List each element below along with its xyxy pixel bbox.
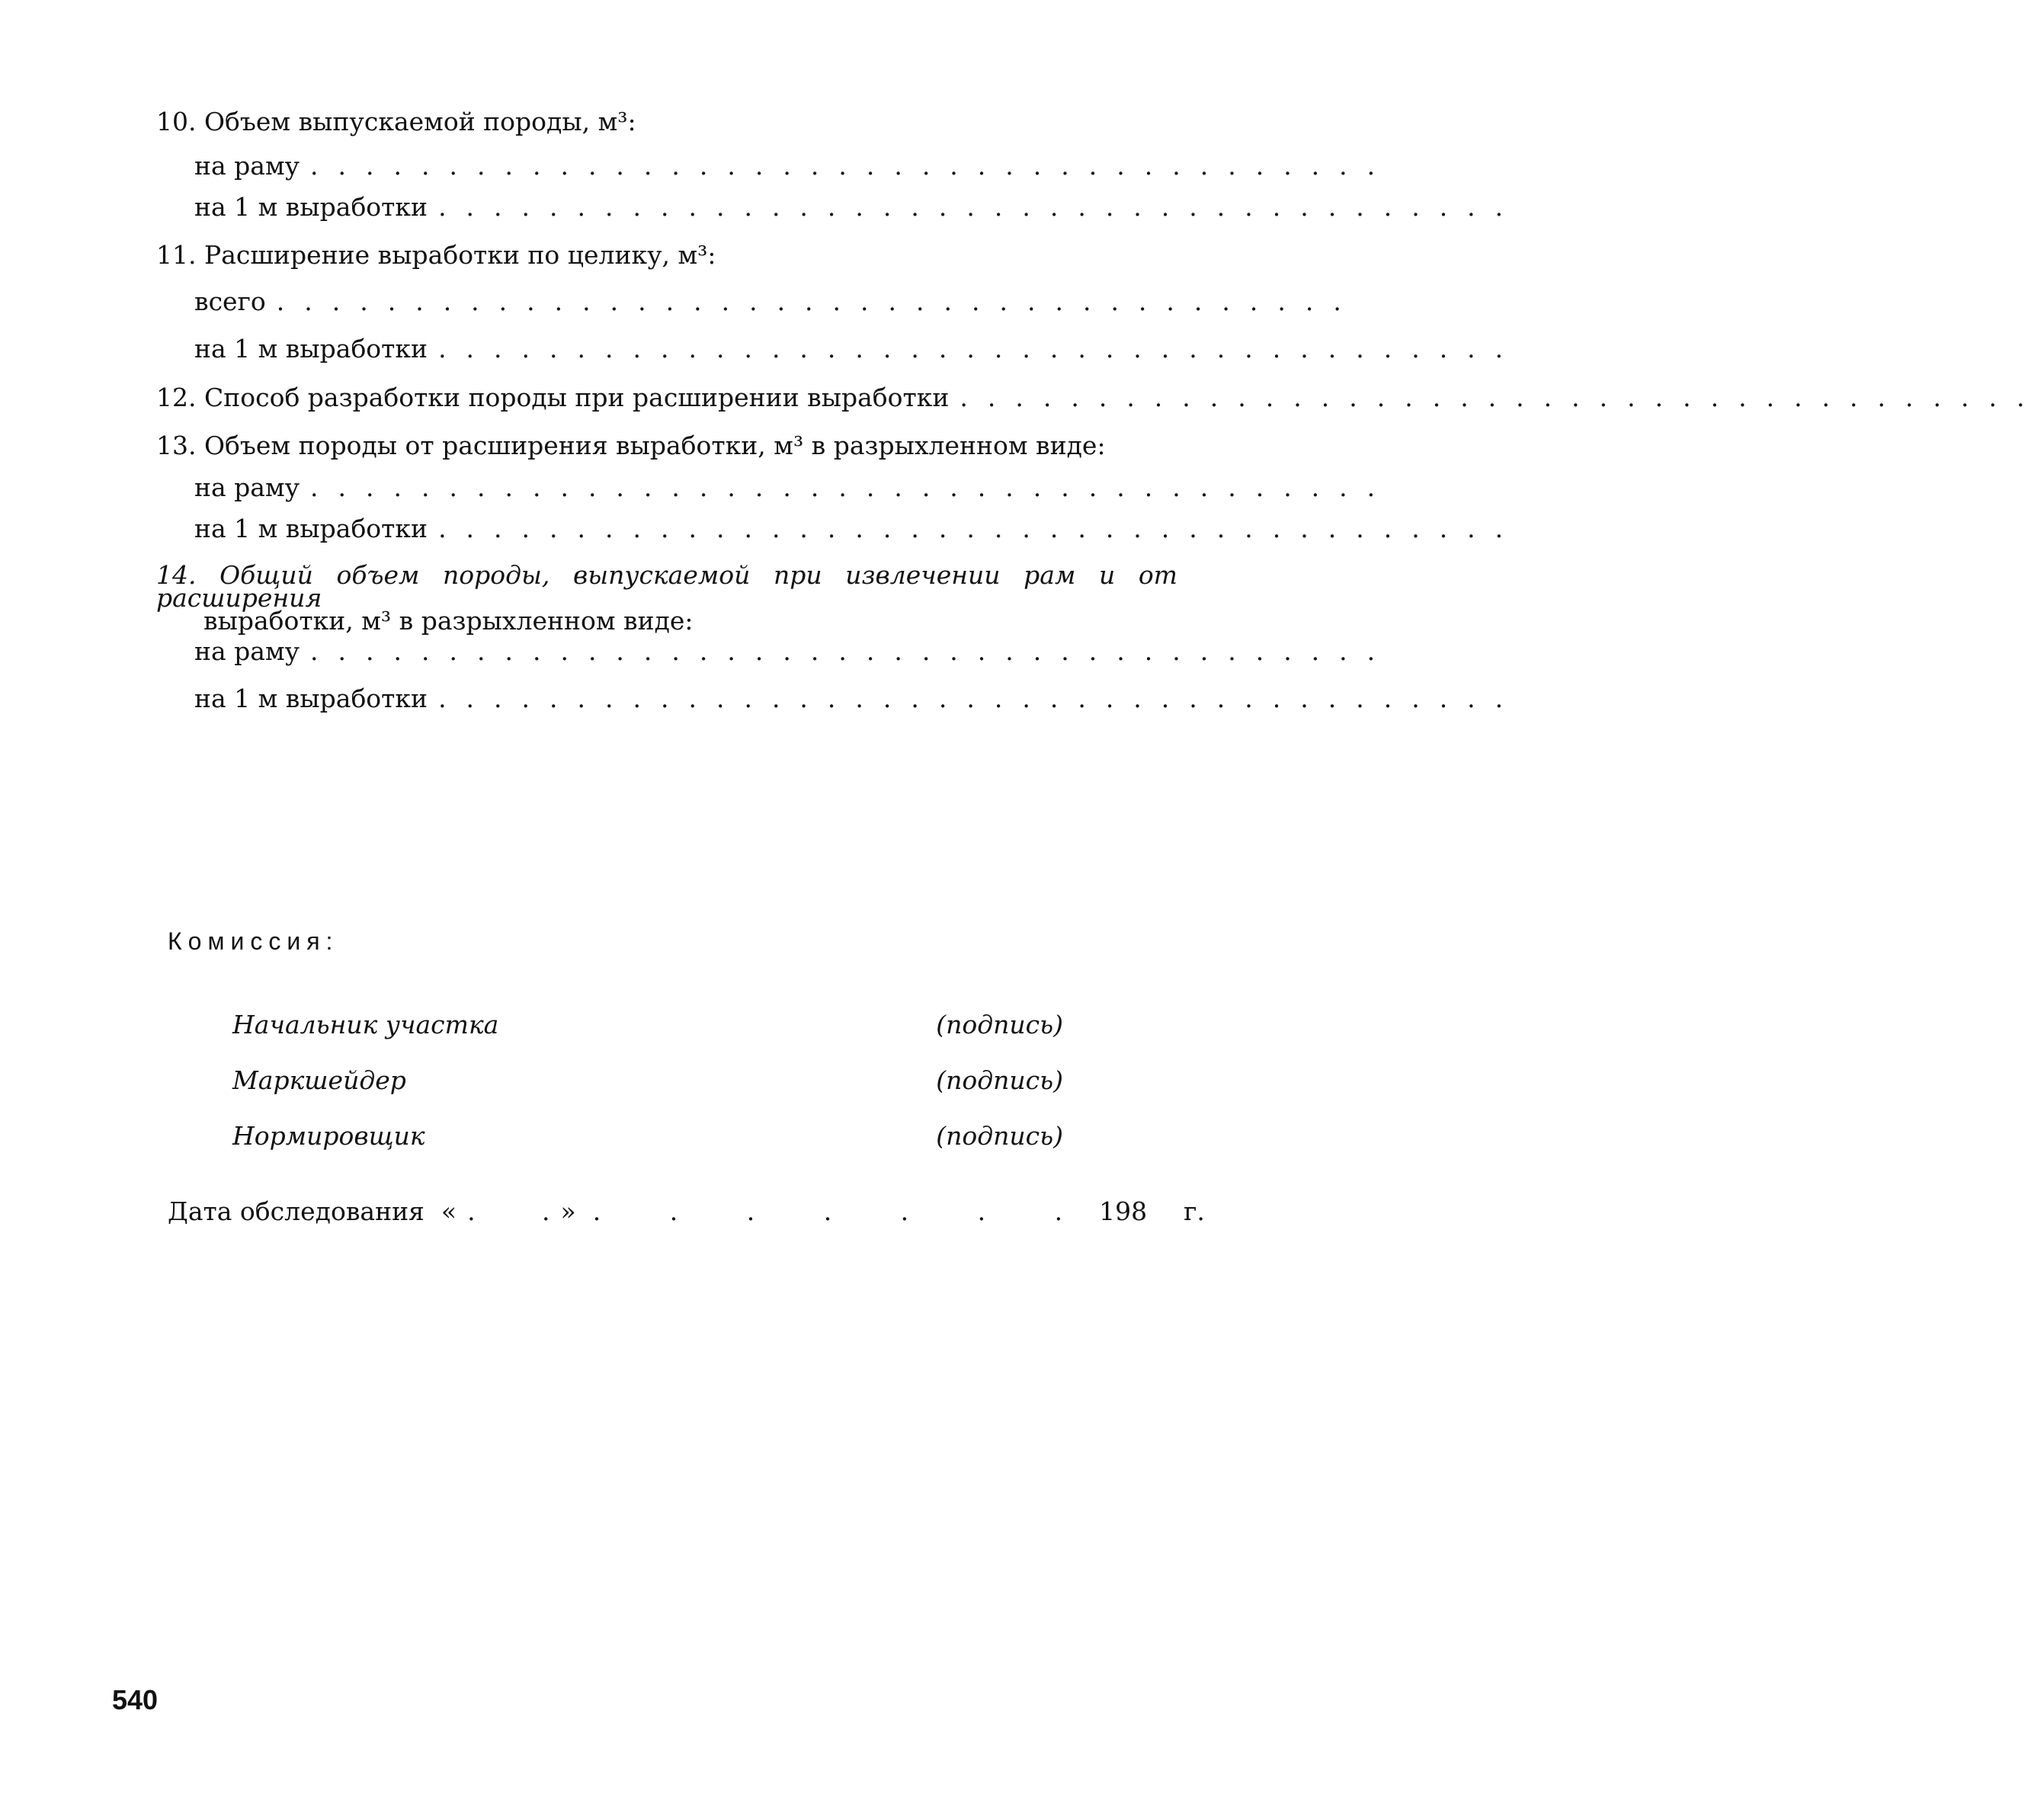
date-open-quote: « (441, 1196, 468, 1226)
item-13-line-frame: на раму ....................................... (194, 472, 1395, 502)
item-10-title: 10. Объем выпускаемой породы, м³: (156, 107, 636, 136)
item-13-line-meter: на 1 м выработки ....................................... (194, 514, 1523, 543)
item-14-line-frame: на раму ....................................... (194, 636, 1395, 666)
date-year: 198 (1099, 1196, 1148, 1226)
date-label: Дата обследования (168, 1196, 424, 1226)
item-12-title: 12. Способ разработки породы при расширении выработки ....................................... (156, 383, 2044, 412)
signature-role: Нормировщик (232, 1121, 425, 1151)
item-10-line-frame: на раму ....................................... (194, 151, 1395, 181)
signature-role: Маркшейдер (232, 1065, 406, 1095)
date-year-suffix: г. (1184, 1196, 1205, 1226)
signature-placeholder: (подпись) (936, 1010, 1063, 1039)
item-11-line-meter: на 1 м выработки ....................................... (194, 334, 1523, 364)
item-11-title: 11. Расширение выработки по целику, м³: (156, 240, 716, 270)
signature-role: Начальник участка (232, 1010, 499, 1039)
date-close-quote: » (560, 1196, 587, 1226)
signature-placeholder: (подпись) (936, 1121, 1063, 1151)
page-number: 540 (112, 1684, 159, 1715)
item-10-line-meter: на 1 м выработки ....................................... (194, 192, 1523, 222)
item-14-line-meter: на 1 м выработки ....................................... (194, 684, 1523, 713)
survey-date-line: Дата обследования « . . » . . . . . . . 198 г. (168, 1196, 1205, 1226)
item-11-line-total: всего ....................................... (194, 287, 1361, 316)
signature-placeholder: (подпись) (936, 1065, 1063, 1095)
item-14-title: 14. Общий объем породы, выпускаемой при извлечении рам и от расширения выработки, м³ в разрыхленном виде: (156, 560, 1177, 636)
item-13-title: 13. Объем породы от расширения выработки, м³ в разрыхленном виде: (156, 431, 1106, 460)
commission-heading: Комиссия: (168, 927, 339, 955)
